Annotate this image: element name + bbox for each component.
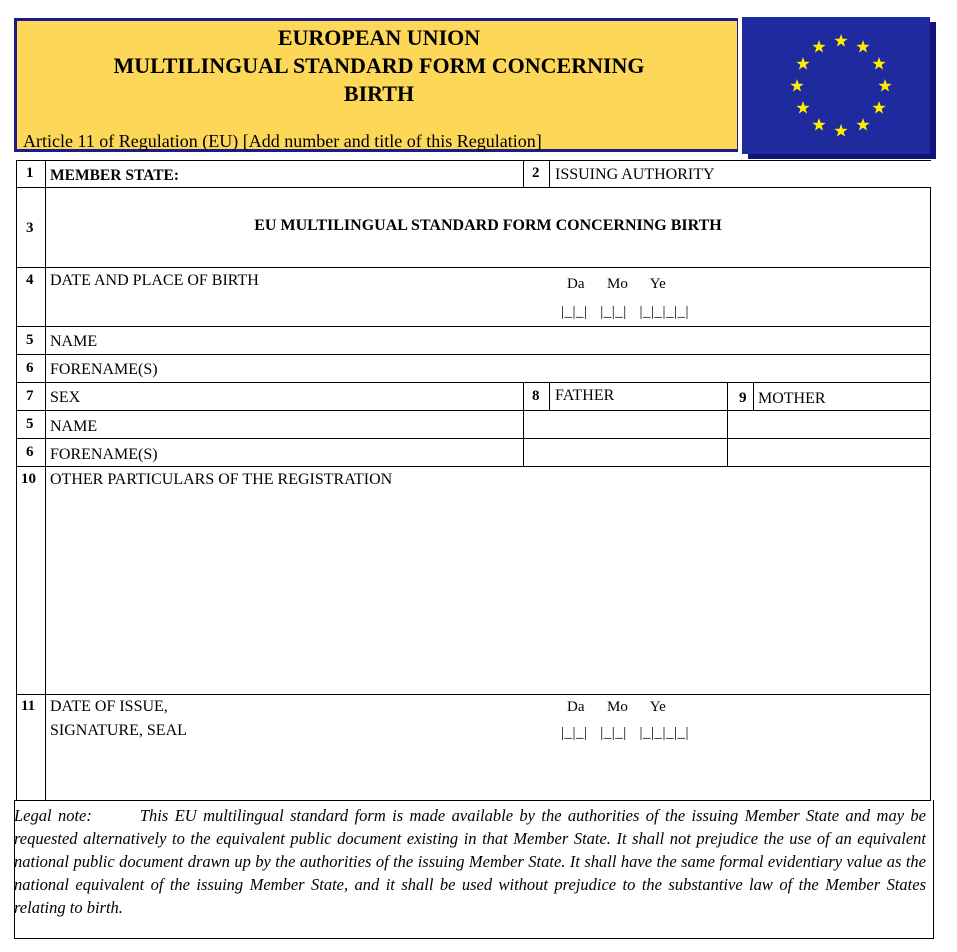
field-number-9: 9	[739, 390, 747, 406]
grid-line	[753, 382, 754, 410]
grid-line	[16, 694, 931, 695]
father-label: FATHER	[555, 387, 615, 404]
eu-flag-icon	[742, 17, 930, 154]
issue-date-header: Da Mo Ye	[567, 699, 666, 715]
sex-label: SEX	[50, 389, 81, 406]
legal-note-label: Legal note:	[14, 806, 92, 825]
field-number-6: 6	[26, 360, 34, 376]
grid-line	[16, 354, 931, 355]
field-number-3: 3	[26, 220, 34, 236]
field-number-8: 8	[532, 388, 540, 404]
grid-line	[45, 160, 46, 800]
field-number-5: 5	[26, 416, 34, 432]
issue-date-input[interactable]: |_|_| |_|_| |_|_|_|_|	[561, 725, 690, 741]
grid-line	[523, 382, 524, 467]
grid-line	[14, 800, 931, 801]
field-number-1: 1	[26, 165, 34, 181]
grid-line	[16, 267, 931, 268]
issuing-authority-label: ISSUING AUTHORITY	[555, 166, 715, 183]
grid-line	[549, 160, 550, 187]
grid-line	[16, 160, 17, 800]
mother-label: MOTHER	[758, 390, 826, 407]
field-number-2: 2	[532, 165, 540, 181]
article-reference: Article 11 of Regulation (EU) [Add number and title of this Regulation]	[23, 131, 542, 151]
grid-line	[727, 382, 728, 467]
legal-note-text: This EU multilingual standard form is made available by the authorities of the issuing Member State and may be requested alternatively to the equivalent public document existing in that Member State. It shall not prejudice the use of an equivalent national public document drawn up by the authorities of the issuing Member State. It shall have the same formal evidentiary value as the national equivalent of the issuing Member State, and it shall be used without prejudice to the substantive law of the Member States relating to birth.	[14, 806, 926, 917]
title-line-2: MULTILINGUAL STANDARD FORM CONCERNING	[113, 53, 645, 78]
birth-date-input[interactable]: |_|_| |_|_| |_|_|_|_|	[561, 304, 690, 320]
field-number-7: 7	[26, 388, 34, 404]
date-of-issue-label: DATE OF ISSUE,	[50, 698, 168, 715]
grid-line	[16, 466, 931, 467]
grid-line	[523, 160, 524, 187]
field-number-11: 11	[21, 698, 36, 714]
grid-line	[16, 438, 931, 439]
legal-note	[14, 804, 926, 919]
birth-date-header: Da Mo Ye	[567, 276, 666, 292]
name-label: NAME	[50, 333, 98, 350]
field-number-6: 6	[26, 444, 34, 460]
date-place-of-birth-label: DATE AND PLACE OF BIRTH	[50, 272, 259, 289]
title-line-3: BIRTH	[343, 81, 415, 106]
field-number-5: 5	[26, 332, 34, 348]
grid-line	[14, 938, 934, 939]
grid-line	[16, 382, 931, 383]
forenames-label: FORENAME(S)	[50, 361, 158, 378]
parent-name-label: NAME	[50, 418, 98, 435]
field-number-10: 10	[21, 471, 36, 487]
grid-line	[16, 160, 931, 161]
grid-line	[933, 800, 934, 938]
signature-seal-label: SIGNATURE, SEAL	[50, 722, 187, 739]
form-title	[14, 24, 744, 108]
grid-line	[16, 410, 931, 411]
grid-line	[549, 382, 550, 410]
grid-line	[930, 187, 931, 800]
grid-line	[16, 187, 931, 188]
parent-forenames-label: FORENAME(S)	[50, 446, 158, 463]
eu-stars	[742, 17, 930, 154]
member-state-label: MEMBER STATE:	[50, 167, 180, 184]
grid-line	[16, 326, 931, 327]
title-line-1: EUROPEAN UNION	[277, 25, 481, 50]
form-subtitle: EU MULTILINGUAL STANDARD FORM CONCERNING BIRTH	[254, 217, 722, 234]
other-particulars-label: OTHER PARTICULARS OF THE REGISTRATION	[50, 471, 393, 488]
field-number-4: 4	[26, 272, 34, 288]
